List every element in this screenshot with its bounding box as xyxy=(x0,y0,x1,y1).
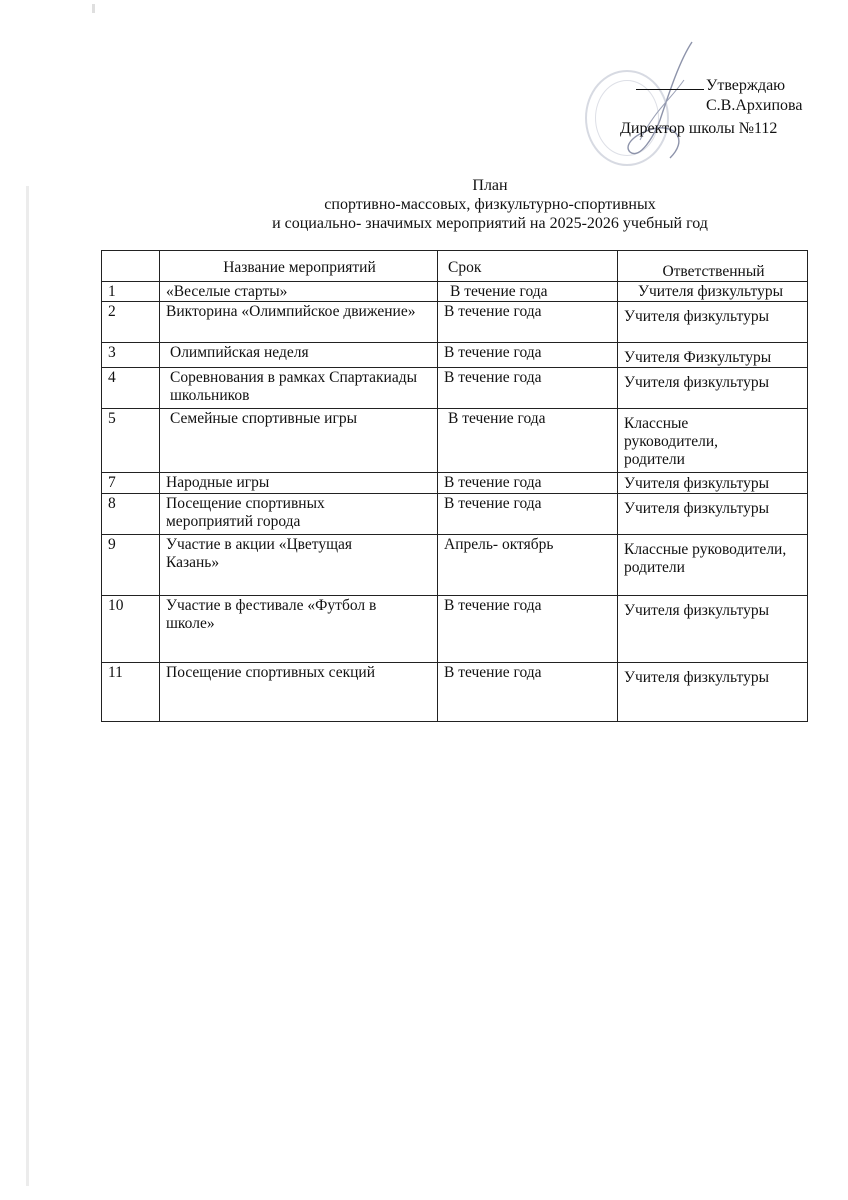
table-row xyxy=(102,663,808,722)
title-line-2: спортивно-массовых, физкультурно-спортивных xyxy=(324,196,656,213)
header-num xyxy=(102,251,160,282)
approval-line xyxy=(636,75,785,95)
table-row xyxy=(102,282,808,302)
row-responsible: Классные руководители, родители xyxy=(618,409,808,473)
row-responsible: Учителя физкультуры xyxy=(618,494,808,535)
table-row xyxy=(102,494,808,535)
row-term: В течение года xyxy=(438,302,618,343)
row-name: Участие в фестивале «Футбол в школе» xyxy=(160,596,438,663)
table-row xyxy=(102,302,808,343)
row-name: Соревнования в рамках Спартакиады школьников xyxy=(160,368,438,409)
row-num: 7 xyxy=(102,473,160,494)
table-row xyxy=(102,368,808,409)
table-row xyxy=(102,409,808,473)
row-term: В течение года xyxy=(438,282,618,302)
row-responsible: Классные руководители, родители xyxy=(618,535,808,596)
row-num: 5 xyxy=(102,409,160,473)
approver-name: С.В.Архипова xyxy=(706,97,803,114)
row-term: В течение года xyxy=(438,596,618,663)
row-num: 2 xyxy=(102,302,160,343)
row-name: Посещение спортивных мероприятий города xyxy=(160,494,438,535)
approver-position: Директор школы №112 xyxy=(620,120,778,137)
header-responsible: Ответственный xyxy=(618,251,808,282)
approve-word: Утверждаю xyxy=(706,77,786,94)
events-table xyxy=(101,250,808,722)
table-row xyxy=(102,473,808,494)
row-responsible: Учителя физкультуры xyxy=(618,302,808,343)
table-row xyxy=(102,535,808,596)
row-num: 11 xyxy=(102,663,160,722)
row-term: В течение года xyxy=(438,409,618,473)
row-num: 1 xyxy=(102,282,160,302)
row-term: В течение года xyxy=(438,343,618,368)
row-num: 4 xyxy=(102,368,160,409)
row-responsible: Учителя Физкультуры xyxy=(618,343,808,368)
row-name: Участие в акции «Цветущая Казань» xyxy=(160,535,438,596)
row-name: Посещение спортивных секций xyxy=(160,663,438,722)
table-row xyxy=(102,596,808,663)
row-name: Семейные спортивные игры xyxy=(160,409,438,473)
row-name: Викторина «Олимпийское движение» xyxy=(160,302,438,343)
table-header-row xyxy=(102,251,808,282)
row-num: 10 xyxy=(102,596,160,663)
scan-speck xyxy=(92,4,95,13)
row-num: 3 xyxy=(102,343,160,368)
scan-edge-mark xyxy=(26,186,29,1186)
row-responsible: Учителя физкультуры xyxy=(618,282,808,302)
row-responsible: Учителя физкультуры xyxy=(618,368,808,409)
title-line-3: и социально- значимых мероприятий на 2025-2026 учебный год xyxy=(272,215,708,232)
row-num: 8 xyxy=(102,494,160,535)
director-signature xyxy=(600,40,720,170)
row-responsible: Учителя физкультуры xyxy=(618,663,808,722)
row-num: 9 xyxy=(102,535,160,596)
header-name: Название мероприятий xyxy=(160,251,438,282)
row-name: Народные игры xyxy=(160,473,438,494)
title-line-1: План xyxy=(472,177,508,194)
row-responsible: Учителя физкультуры xyxy=(618,596,808,663)
header-term: Срок xyxy=(438,251,618,282)
row-term: В течение года xyxy=(438,473,618,494)
row-name: «Веселые старты» xyxy=(160,282,438,302)
row-name: Олимпийская неделя xyxy=(160,343,438,368)
row-responsible: Учителя физкультуры xyxy=(618,473,808,494)
row-term: Апрель- октябрь xyxy=(438,535,618,596)
document-title xyxy=(160,176,820,233)
row-term: В течение года xyxy=(438,368,618,409)
table-row xyxy=(102,343,808,368)
row-term: В течение года xyxy=(438,494,618,535)
row-term: В течение года xyxy=(438,663,618,722)
